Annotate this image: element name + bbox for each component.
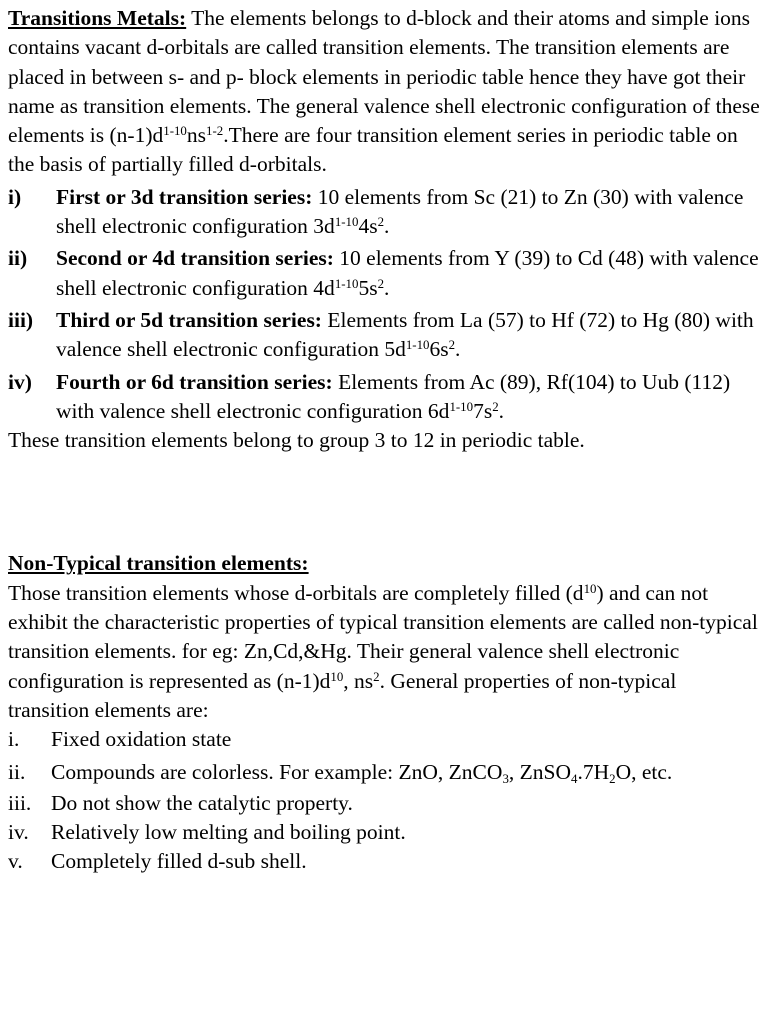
superscript: 2 [448, 338, 456, 353]
series-text [56, 183, 760, 242]
series-item [8, 368, 760, 427]
series-title: Third or 5d transition series: [56, 307, 322, 332]
property-text: Do not show the catalytic property. [51, 790, 353, 815]
subscript: 3 [502, 771, 509, 786]
superscript: 1-10 [334, 276, 359, 291]
series-description: 7s [473, 398, 493, 423]
non-typical-section [8, 549, 760, 876]
series-description: 5s [358, 275, 378, 300]
superscript: 1-10 [334, 214, 359, 229]
superscript: 2 [492, 399, 499, 414]
list-number: i) [8, 184, 22, 209]
property-item [8, 725, 760, 754]
intro-text: ns [186, 123, 207, 148]
superscript: 10 [330, 669, 344, 684]
series-title: Fourth or 6d transition series: [56, 369, 333, 394]
body-text: Those transition elements whose d-orbitals are completely filled (d [8, 580, 584, 605]
series-description: . [455, 337, 461, 362]
list-number: iv. [8, 819, 29, 844]
section-heading: Non-Typical transition elements: [8, 551, 309, 576]
body-paragraph [8, 579, 760, 725]
superscript: 2 [377, 214, 385, 229]
series-description: 10 elements from Sc (21) to Zn (30) with valence shell electronic configuration 3d [56, 184, 744, 239]
series-description: Elements from Ac (89), Rf(104) to Uub (112) with valence shell electronic configuration 6d [56, 369, 731, 423]
series-item [8, 306, 760, 365]
property-text-part: .7H [577, 759, 610, 784]
list-number: v. [8, 849, 23, 874]
series-description: . [384, 214, 390, 239]
superscript: 1-10 [449, 399, 474, 414]
property-item [8, 818, 760, 847]
series-title: First or 3d transition series: [56, 184, 313, 209]
series-title: Second or 4d transition series: [56, 246, 334, 271]
list-number: i. [8, 727, 20, 752]
property-text-part: , ZnSO [508, 759, 572, 784]
property-text: Relatively low melting and boiling point. [51, 819, 406, 844]
property-item [8, 755, 760, 789]
list-number: iii. [8, 790, 32, 815]
property-text: Fixed oxidation state [51, 727, 232, 752]
series-description: . [498, 398, 505, 423]
list-number: iv) [8, 369, 32, 394]
series-description: 4s [358, 214, 378, 239]
property-text: Completely filled d-sub shell. [51, 849, 307, 874]
series-item [8, 244, 760, 303]
property-text [51, 755, 760, 789]
intro-text: .There are four transition element series in periodic table on the basis of partially filled d-orbitals. [8, 123, 738, 177]
list-number: ii. [8, 759, 26, 784]
property-item [8, 847, 760, 876]
series-description: Elements from La (57) to Hf (72) to Hg (80) with valence shell electronic configuration 5d [56, 307, 754, 362]
superscript: 1-2 [206, 124, 224, 139]
property-item [8, 789, 760, 818]
subscript: 4 [571, 771, 578, 786]
superscript: 2 [377, 276, 385, 291]
property-text-part: Compounds are colorless. For example: ZnO, ZnCO [51, 759, 503, 784]
intro-text: The elements belongs to d-block and their atoms and simple ions contains vacant d-orbitals are called transition elements. The transition elements are placed in between s- and p- block elements in periodic table hence they have got their name as transition elements. The general valence shell electronic configuration of these elements is (n-1)d [8, 6, 760, 148]
closing-paragraph: These transition elements belong to group 3 to 12 in periodic table. [8, 428, 585, 453]
subscript: 2 [609, 771, 616, 786]
superscript: 1-10 [405, 338, 430, 353]
superscript: 10 [583, 581, 597, 596]
transition-metals-section [8, 4, 760, 455]
spacer [8, 455, 760, 549]
series-text [56, 244, 760, 303]
body-text: , ns [343, 668, 374, 693]
body-text: . General properties of non-typical transition elements are: [8, 668, 677, 722]
series-description: 10 elements from Y (39) to Cd (48) with valence shell electronic configuration 4d [56, 246, 759, 300]
series-item [8, 183, 760, 242]
intro-paragraph [8, 4, 760, 180]
superscript: 2 [373, 669, 380, 684]
section-heading: Transitions Metals: [8, 6, 187, 30]
list-number: iii) [8, 307, 34, 332]
series-description: . [384, 275, 390, 300]
list-number: ii) [8, 246, 28, 271]
superscript: 1-10 [163, 124, 187, 139]
body-text: ) and can not exhibit the characteristic properties of typical transition elements are called non-typical transition elements. for eg: Zn,Cd,&Hg. Their general valence shell electronic configuration is represented as (n-1)d [8, 580, 758, 693]
series-description: 6s [429, 337, 449, 362]
property-text-part: O, etc. [615, 759, 673, 784]
series-text [56, 306, 760, 365]
series-text [56, 368, 760, 427]
